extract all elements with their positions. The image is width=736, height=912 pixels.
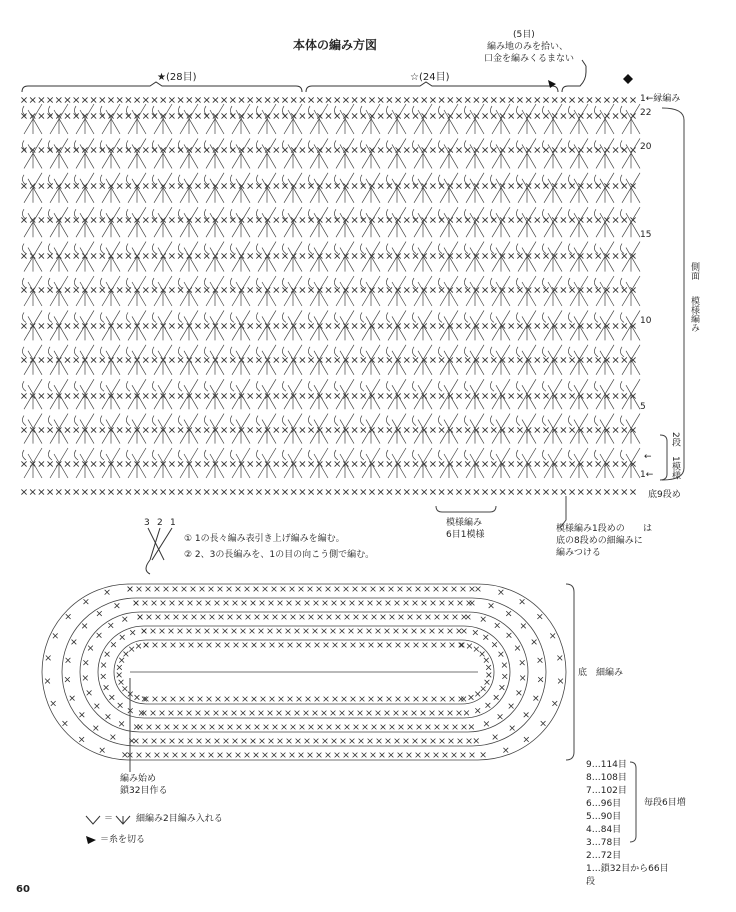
row-2-arrow: ←	[644, 452, 652, 462]
join-note-line4: 編みつける	[556, 548, 601, 558]
star-count-label: ★(28目)	[157, 72, 197, 83]
base-label: 底 細編み	[578, 668, 624, 678]
white-star-bracket	[306, 82, 558, 92]
pickup-note-line2: 口金を編みくるまない	[484, 54, 575, 64]
five-stitch-label: (5目)	[513, 30, 535, 40]
rows-table-row: 9…114目	[586, 760, 627, 770]
page-number: 60	[16, 884, 30, 895]
rows-table-row: 5…90目	[586, 812, 622, 822]
side-label: 側面	[689, 262, 699, 280]
one-pattern-label: 1模様	[670, 456, 680, 480]
row-number-5: 5	[640, 402, 646, 412]
increase-symbol-a	[86, 816, 100, 824]
base-bracket	[566, 584, 574, 760]
pattern-bracket-line2: 6目1模様	[446, 530, 485, 540]
stitch-note-2: ② 2、3の長編みを、1の目の向こう側で編む。	[184, 550, 375, 560]
key-number-1: 1	[170, 518, 176, 528]
rows-table-row: 8…108目	[586, 773, 627, 783]
row-number-15: 15	[640, 230, 652, 240]
row-1-arrow: 1←	[640, 470, 654, 480]
rows-table-row: 2…72目	[586, 851, 622, 861]
row-number-20: 20	[640, 142, 652, 152]
increase-symbol-b	[116, 816, 130, 824]
start-note-line2: 鎖32目作る	[120, 786, 168, 796]
white-star-count-label: ☆(24目)	[410, 72, 450, 83]
join-note-line2: は	[643, 524, 653, 534]
increase-note: 毎段6目増	[644, 798, 686, 808]
edge-row-label: 1←縁編み	[640, 94, 681, 104]
key-number-2: 2	[157, 518, 163, 528]
rows-table-row: 7…102目	[586, 786, 627, 796]
row-number-22: 22	[640, 108, 652, 118]
rows-table-row: 3…78目	[586, 838, 622, 848]
two-rows-label: 2段	[670, 432, 680, 447]
legend-increase-text: 細編み2目編み入れる	[136, 814, 223, 824]
oval-base	[42, 584, 566, 760]
rows-table-row: 6…96目	[586, 799, 622, 809]
pattern-repeat-bracket	[436, 506, 496, 512]
diamond-marker	[623, 74, 633, 84]
page-title: 本体の編み方図	[293, 38, 378, 52]
rows-table-row: 4…84目	[586, 825, 622, 835]
five-bracket	[562, 66, 586, 92]
legend-cut-text: ＝糸を切る	[100, 835, 146, 845]
repeat-bracket	[660, 435, 667, 480]
legend-equals: ＝	[104, 814, 114, 824]
pickup-note-line1: 編み地のみを拾い、	[487, 42, 569, 52]
stitch-note-1: ① 1の長々編み表引き上げ編みを編む。	[184, 534, 345, 544]
pattern-label: 模様編み	[689, 296, 699, 332]
start-note-line1: 編み始め	[120, 774, 157, 784]
row-number-10: 10	[640, 316, 652, 326]
pattern-bracket-line1: 模様編み	[446, 518, 483, 528]
star-bracket	[22, 82, 302, 92]
key-number-3: 3	[144, 518, 150, 528]
cut-symbol	[86, 836, 96, 844]
rows-table-suffix: 段	[586, 877, 596, 887]
rows-table	[586, 760, 669, 890]
base-row-label: 底9段め	[648, 490, 681, 500]
side-bracket	[662, 108, 684, 480]
rows-table-row: 1…鎖32目から66目	[586, 864, 669, 874]
stitch-key-symbol	[146, 528, 172, 574]
join-note-line1: 模様編み1段めの	[556, 524, 625, 534]
join-note-line3: 底の8段めの細編みに	[556, 536, 643, 546]
